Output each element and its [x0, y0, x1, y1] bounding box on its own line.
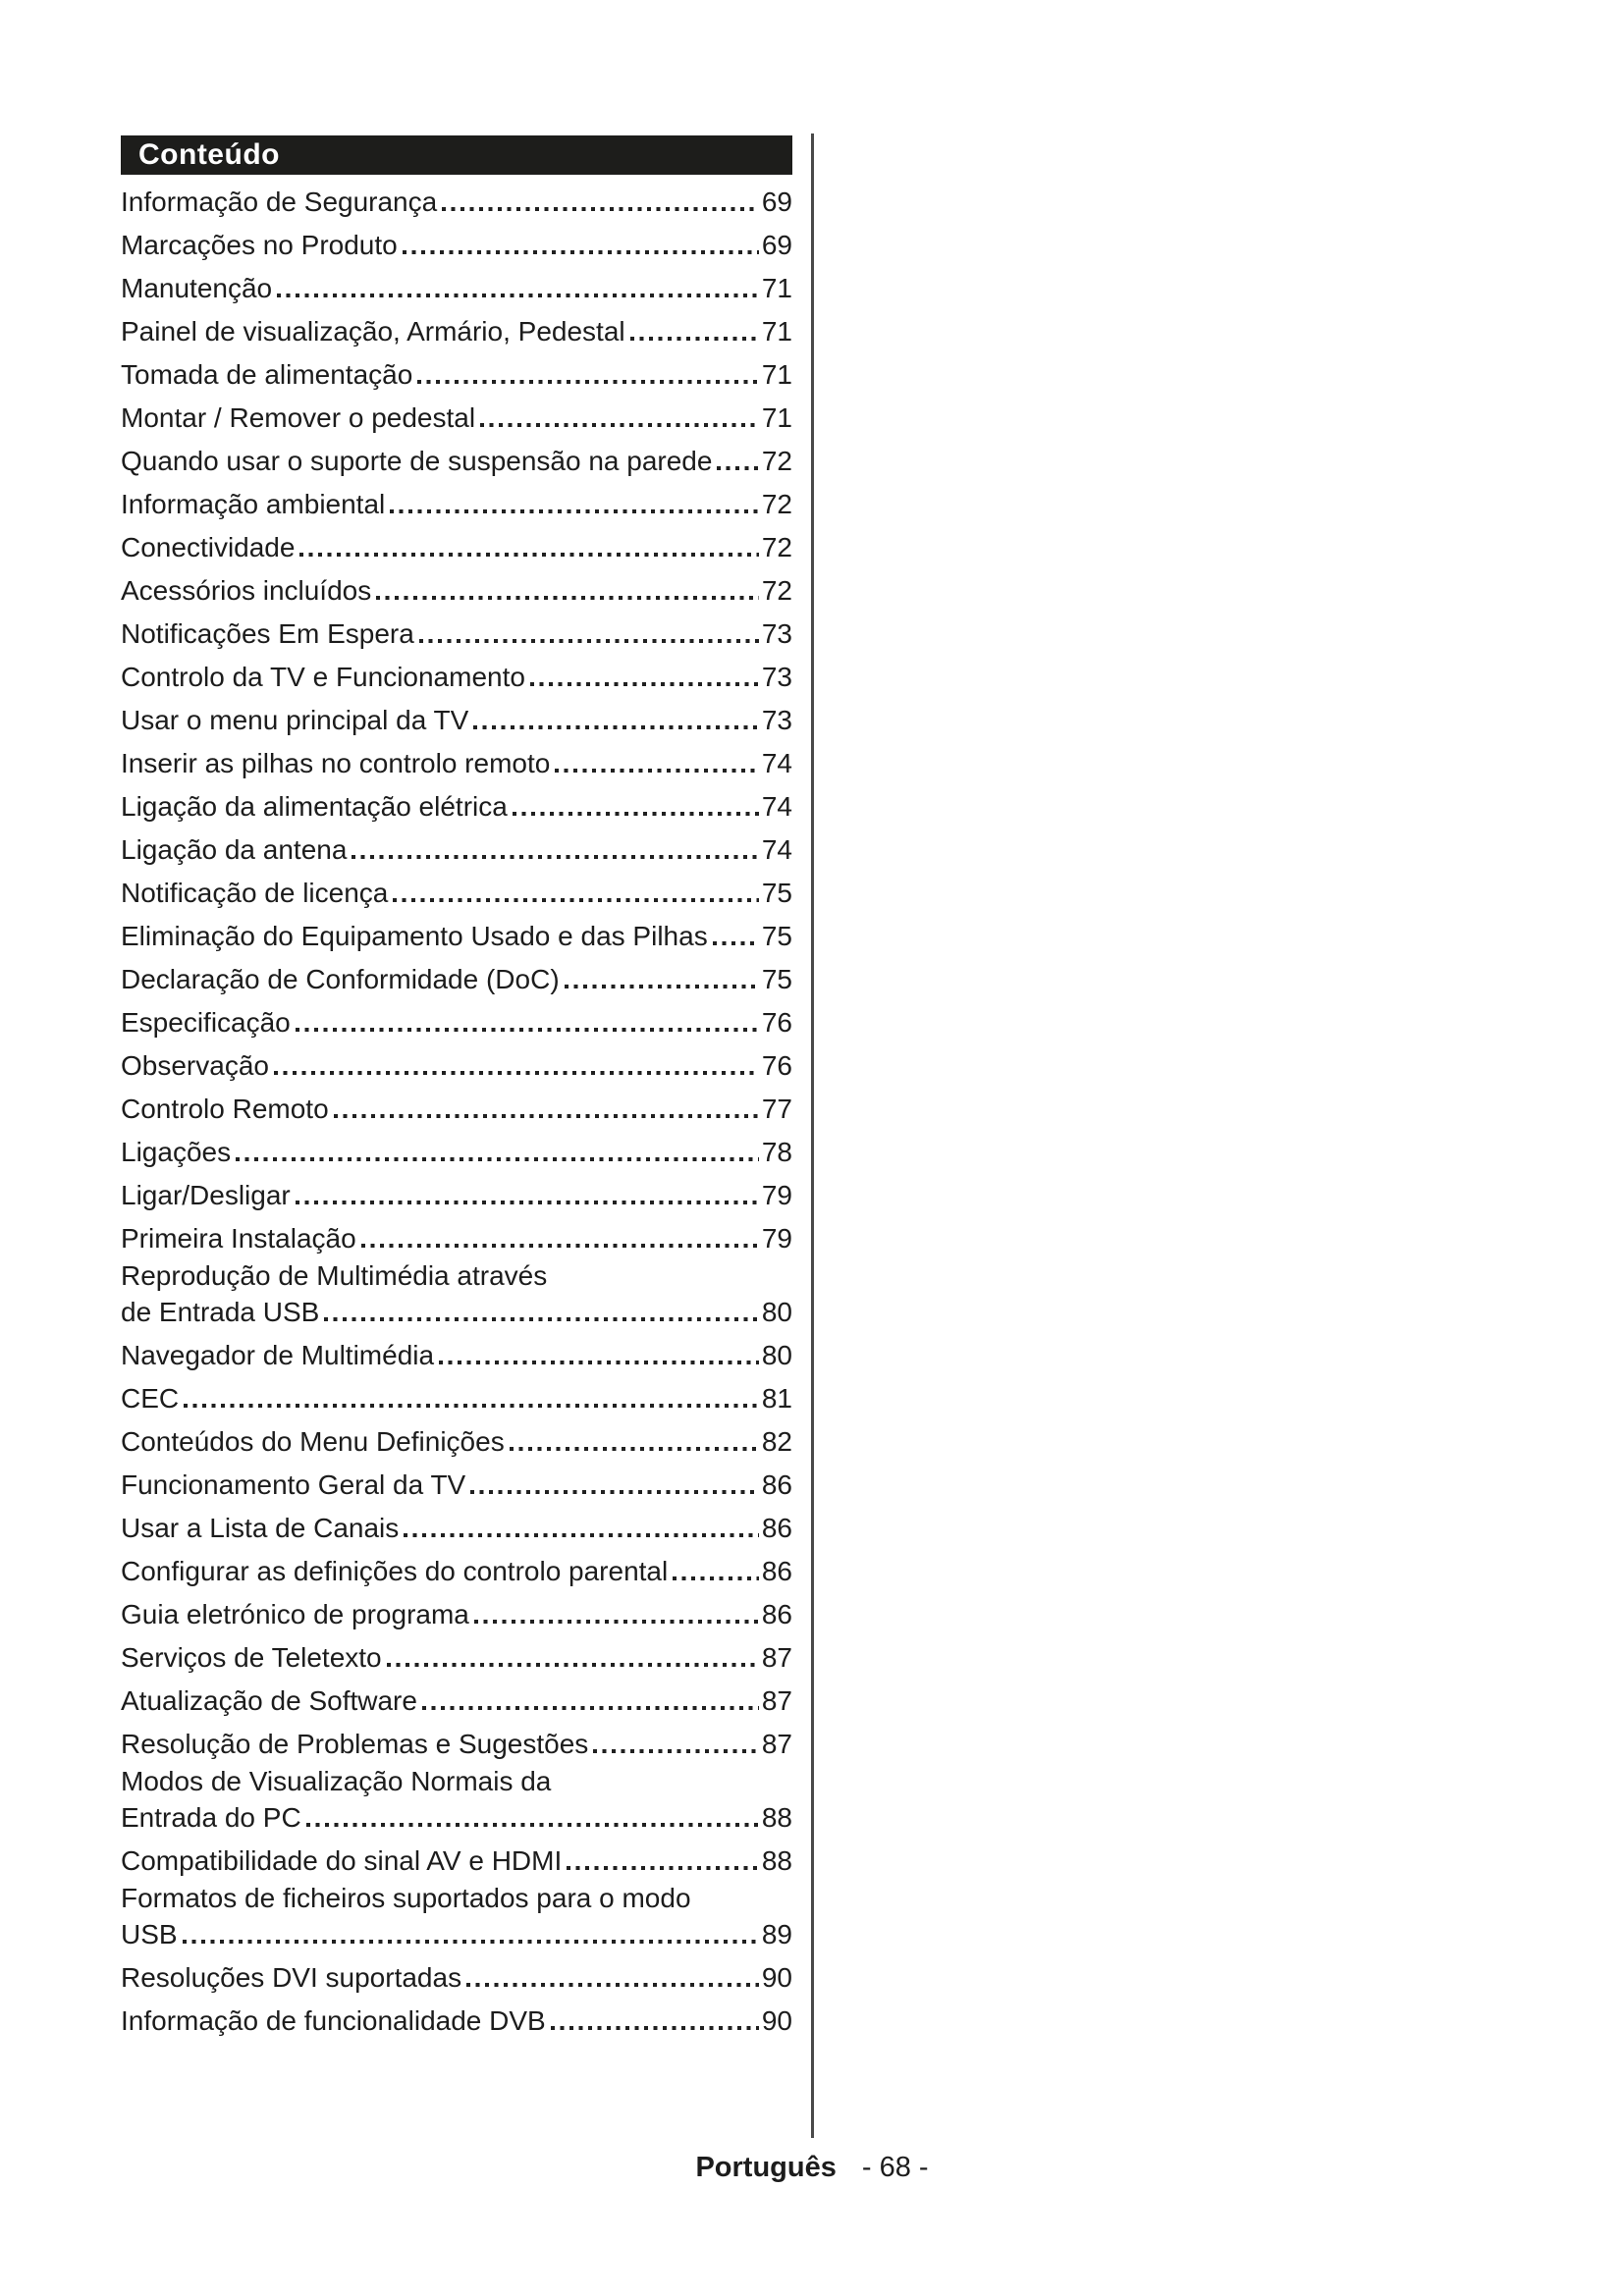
- toc-entry[interactable]: [121, 1636, 792, 1680]
- toc-entry[interactable]: [121, 1131, 792, 1174]
- toc-entry[interactable]: [121, 483, 792, 526]
- toc-entry[interactable]: [121, 1956, 792, 2000]
- toc-page-number: 86: [761, 1469, 792, 1500]
- toc-page-number: 79: [761, 1223, 792, 1254]
- toc-entry-label: Navegador de Multimédia: [121, 1340, 435, 1370]
- toc-entry-label: Usar a Lista de Canais: [121, 1513, 400, 1543]
- toc-page-number: 74: [761, 791, 792, 822]
- toc-entry-label: Configurar as definições do controlo parental: [121, 1556, 669, 1586]
- toc-page-number: 74: [761, 834, 792, 865]
- toc-page-number: 72: [761, 446, 792, 476]
- toc-list: [121, 181, 792, 2043]
- toc-entry[interactable]: [121, 915, 792, 958]
- toc-entry[interactable]: [121, 1174, 792, 1217]
- toc-page-number: 78: [761, 1137, 792, 1167]
- contents-header-title: Conteúdo: [138, 138, 280, 171]
- toc-page-number: 89: [761, 1919, 792, 1949]
- toc-entry-label: Ligar/Desligar: [121, 1180, 291, 1210]
- toc-page-number: 82: [761, 1426, 792, 1457]
- toc-page-number: 71: [761, 316, 792, 347]
- toc-entry[interactable]: [121, 1334, 792, 1377]
- toc-page-number: 73: [761, 705, 792, 735]
- toc-entry-label: Observação: [121, 1050, 269, 1081]
- toc-leader-dots: [404, 1533, 759, 1537]
- toc-page-number: 90: [761, 2005, 792, 2036]
- toc-leader-dots: [713, 941, 759, 945]
- toc-entry[interactable]: [121, 1507, 792, 1550]
- toc-entry[interactable]: [121, 1550, 792, 1593]
- toc-page-number: 75: [761, 878, 792, 908]
- toc-page-number: 72: [761, 489, 792, 519]
- toc-entry-label: USB: [121, 1919, 178, 1949]
- toc-page-number: 76: [761, 1007, 792, 1038]
- toc-leader-dots: [236, 1157, 759, 1161]
- toc-entry-label: Ligação da alimentação elétrica: [121, 791, 508, 822]
- toc-entry[interactable]: [121, 1217, 792, 1260]
- toc-entry[interactable]: [121, 1044, 792, 1088]
- toc-leader-dots: [473, 725, 759, 729]
- toc-entry-label: Inserir as pilhas no controlo remoto: [121, 748, 551, 778]
- toc-entry-label: Eliminação do Equipamento Usado e das Pilhas: [121, 921, 708, 951]
- toc-entry[interactable]: [121, 1377, 792, 1420]
- column-divider: [811, 133, 814, 2138]
- toc-leader-dots: [673, 1576, 759, 1580]
- toc-entry[interactable]: [121, 656, 792, 699]
- toc-leader-dots: [422, 1706, 759, 1710]
- toc-entry[interactable]: [121, 1723, 792, 1766]
- toc-leader-dots: [442, 207, 759, 211]
- toc-leader-dots: [717, 466, 758, 470]
- toc-entry-label: Manutenção: [121, 273, 273, 303]
- toc-entry[interactable]: [121, 267, 792, 310]
- toc-page-number: 80: [761, 1340, 792, 1370]
- toc-page-number: 72: [761, 575, 792, 606]
- toc-entry-label: Ligações: [121, 1137, 232, 1167]
- toc-page-number: 73: [761, 618, 792, 649]
- toc-entry[interactable]: [121, 1464, 792, 1507]
- toc-leader-dots: [474, 1620, 759, 1624]
- toc-entry[interactable]: [121, 440, 792, 483]
- toc-leader-dots: [551, 2026, 759, 2030]
- toc-page-number: 71: [761, 359, 792, 390]
- toc-leader-dots: [274, 1071, 759, 1075]
- toc-entry[interactable]: [121, 1680, 792, 1723]
- toc-entry-label: Entrada do PC: [121, 1802, 301, 1833]
- toc-entry-label: de Entrada USB: [121, 1297, 320, 1327]
- toc-leader-dots: [403, 250, 759, 254]
- toc-leader-dots: [324, 1317, 759, 1321]
- toc-entry[interactable]: [121, 526, 792, 569]
- toc-page-number: 88: [761, 1845, 792, 1876]
- toc-page-number: 71: [761, 402, 792, 433]
- toc-entry-label: Informação de Segurança: [121, 187, 438, 217]
- toc-entry-label: Marcações no Produto: [121, 230, 398, 260]
- toc-leader-dots: [480, 423, 759, 427]
- toc-leader-dots: [470, 1490, 759, 1494]
- toc-entry[interactable]: [121, 699, 792, 742]
- toc-entry-label: Conectividade: [121, 532, 296, 562]
- toc-leader-dots: [439, 1361, 759, 1364]
- toc-entry-label: Painel de visualização, Armário, Pedestal: [121, 316, 625, 347]
- toc-leader-dots: [417, 380, 759, 384]
- toc-entry-label: Declaração de Conformidade (DoC): [121, 964, 560, 994]
- toc-entry-label: Acessórios incluídos: [121, 575, 372, 606]
- toc-entry-label: Compatibilidade do sinal AV e HDMI: [121, 1845, 563, 1876]
- toc-leader-dots: [277, 294, 759, 297]
- toc-entry-label: Resoluções DVI suportadas: [121, 1962, 462, 1993]
- toc-leader-dots: [593, 1749, 759, 1753]
- toc-leader-dots: [630, 337, 759, 341]
- toc-entry[interactable]: [121, 310, 792, 353]
- toc-page-number: 80: [761, 1297, 792, 1327]
- toc-page-number: 87: [761, 1729, 792, 1759]
- toc-leader-dots: [419, 639, 759, 643]
- toc-page-number: 88: [761, 1802, 792, 1833]
- toc-entry-label: Controlo Remoto: [121, 1094, 329, 1124]
- toc-entry[interactable]: [121, 872, 792, 915]
- toc-page-number: 74: [761, 748, 792, 778]
- toc-page-number: 71: [761, 273, 792, 303]
- toc-page-number: 79: [761, 1180, 792, 1210]
- toc-leader-dots: [299, 553, 758, 557]
- toc-leader-dots: [183, 1940, 759, 1944]
- toc-entry[interactable]: [121, 1593, 792, 1636]
- toc-page-number: 81: [761, 1383, 792, 1414]
- toc-leader-dots: [376, 596, 759, 600]
- footer-page-number: - 68 -: [861, 2152, 929, 2183]
- toc-entry-label: Notificações Em Espera: [121, 618, 414, 649]
- toc-entry[interactable]: [121, 1766, 792, 1840]
- toc-entry-label: Ligação da antena: [121, 834, 348, 865]
- toc-leader-dots: [513, 812, 759, 816]
- toc-entry-label: Atualização de Software: [121, 1685, 417, 1716]
- toc-entry[interactable]: [121, 742, 792, 785]
- toc-entry[interactable]: [121, 1001, 792, 1044]
- toc-entry[interactable]: [121, 1883, 792, 1956]
- toc-page-number: 76: [761, 1050, 792, 1081]
- toc-page-number: 86: [761, 1599, 792, 1629]
- toc-page-number: 86: [761, 1556, 792, 1586]
- toc-entry[interactable]: [121, 1088, 792, 1131]
- toc-entry-label: Serviços de Teletexto: [121, 1642, 382, 1673]
- toc-leader-dots: [361, 1244, 759, 1248]
- toc-leader-dots: [184, 1404, 759, 1408]
- toc-entry[interactable]: [121, 958, 792, 1001]
- toc-entry[interactable]: [121, 1260, 792, 1334]
- toc-entry[interactable]: [121, 1840, 792, 1883]
- toc-entry[interactable]: [121, 785, 792, 828]
- toc-entry-label: Usar o menu principal da TV: [121, 705, 469, 735]
- toc-entry-label: Funcionamento Geral da TV: [121, 1469, 466, 1500]
- toc-entry[interactable]: [121, 224, 792, 267]
- toc-leader-dots: [387, 1663, 759, 1667]
- toc-entry-label: Montar / Remover o pedestal: [121, 402, 476, 433]
- toc-page-number: 69: [761, 230, 792, 260]
- toc-leader-dots: [567, 1866, 759, 1870]
- toc-page-number: 72: [761, 532, 792, 562]
- toc-entry-label: CEC: [121, 1383, 180, 1414]
- toc-leader-dots: [565, 985, 759, 988]
- toc-leader-dots: [393, 898, 758, 902]
- toc-page-number: 86: [761, 1513, 792, 1543]
- toc-page-number: 87: [761, 1685, 792, 1716]
- toc-entry-label: Primeira Instalação: [121, 1223, 356, 1254]
- toc-entry-label: Informação de funcionalidade DVB: [121, 2005, 546, 2036]
- toc-leader-dots: [306, 1823, 759, 1827]
- toc-entry[interactable]: [121, 613, 792, 656]
- toc-entry-label: Controlo da TV e Funcionamento: [121, 662, 525, 692]
- footer-language-label: Português: [695, 2152, 837, 2183]
- toc-entry-label: Guia eletrónico de programa: [121, 1599, 469, 1629]
- contents-header-bar: [121, 135, 792, 175]
- toc-leader-dots: [530, 682, 759, 686]
- toc-page-number: 73: [761, 662, 792, 692]
- toc-entry[interactable]: [121, 2000, 792, 2043]
- toc-entry[interactable]: [121, 1420, 792, 1464]
- toc-entry-label: Reprodução de Multimédia através: [121, 1260, 548, 1291]
- toc-entry[interactable]: [121, 353, 792, 397]
- toc-entry-label: Resolução de Problemas e Sugestões: [121, 1729, 589, 1759]
- toc-entry[interactable]: [121, 569, 792, 613]
- toc-leader-dots: [510, 1447, 759, 1451]
- toc-page-number: 87: [761, 1642, 792, 1673]
- toc-entry-label: Tomada de alimentação: [121, 359, 413, 390]
- toc-entry[interactable]: [121, 397, 792, 440]
- toc-leader-dots: [555, 769, 759, 773]
- toc-entry-label: Quando usar o suporte de suspensão na parede: [121, 446, 713, 476]
- toc-page-number: 77: [761, 1094, 792, 1124]
- toc-entry[interactable]: [121, 828, 792, 872]
- toc-entry-label: Conteúdos do Menu Definições: [121, 1426, 505, 1457]
- toc-entry-label: Especificação: [121, 1007, 291, 1038]
- toc-page-number: 75: [761, 921, 792, 951]
- toc-leader-dots: [296, 1201, 759, 1204]
- toc-leader-dots: [466, 1983, 759, 1987]
- toc-page-number: 90: [761, 1962, 792, 1993]
- toc-entry-label: Formatos de ficheiros suportados para o modo: [121, 1883, 691, 1913]
- toc-leader-dots: [390, 509, 759, 513]
- toc-entry-label: Informação ambiental: [121, 489, 386, 519]
- toc-page-number: 69: [761, 187, 792, 217]
- toc-page-number: 75: [761, 964, 792, 994]
- toc-leader-dots: [296, 1028, 759, 1032]
- toc-entry-label: Modos de Visualização Normais da: [121, 1766, 552, 1796]
- page-footer: [0, 2152, 1624, 2184]
- toc-leader-dots: [334, 1114, 759, 1118]
- toc-leader-dots: [352, 855, 758, 859]
- toc-entry[interactable]: [121, 181, 792, 224]
- toc-entry-label: Notificação de licença: [121, 878, 389, 908]
